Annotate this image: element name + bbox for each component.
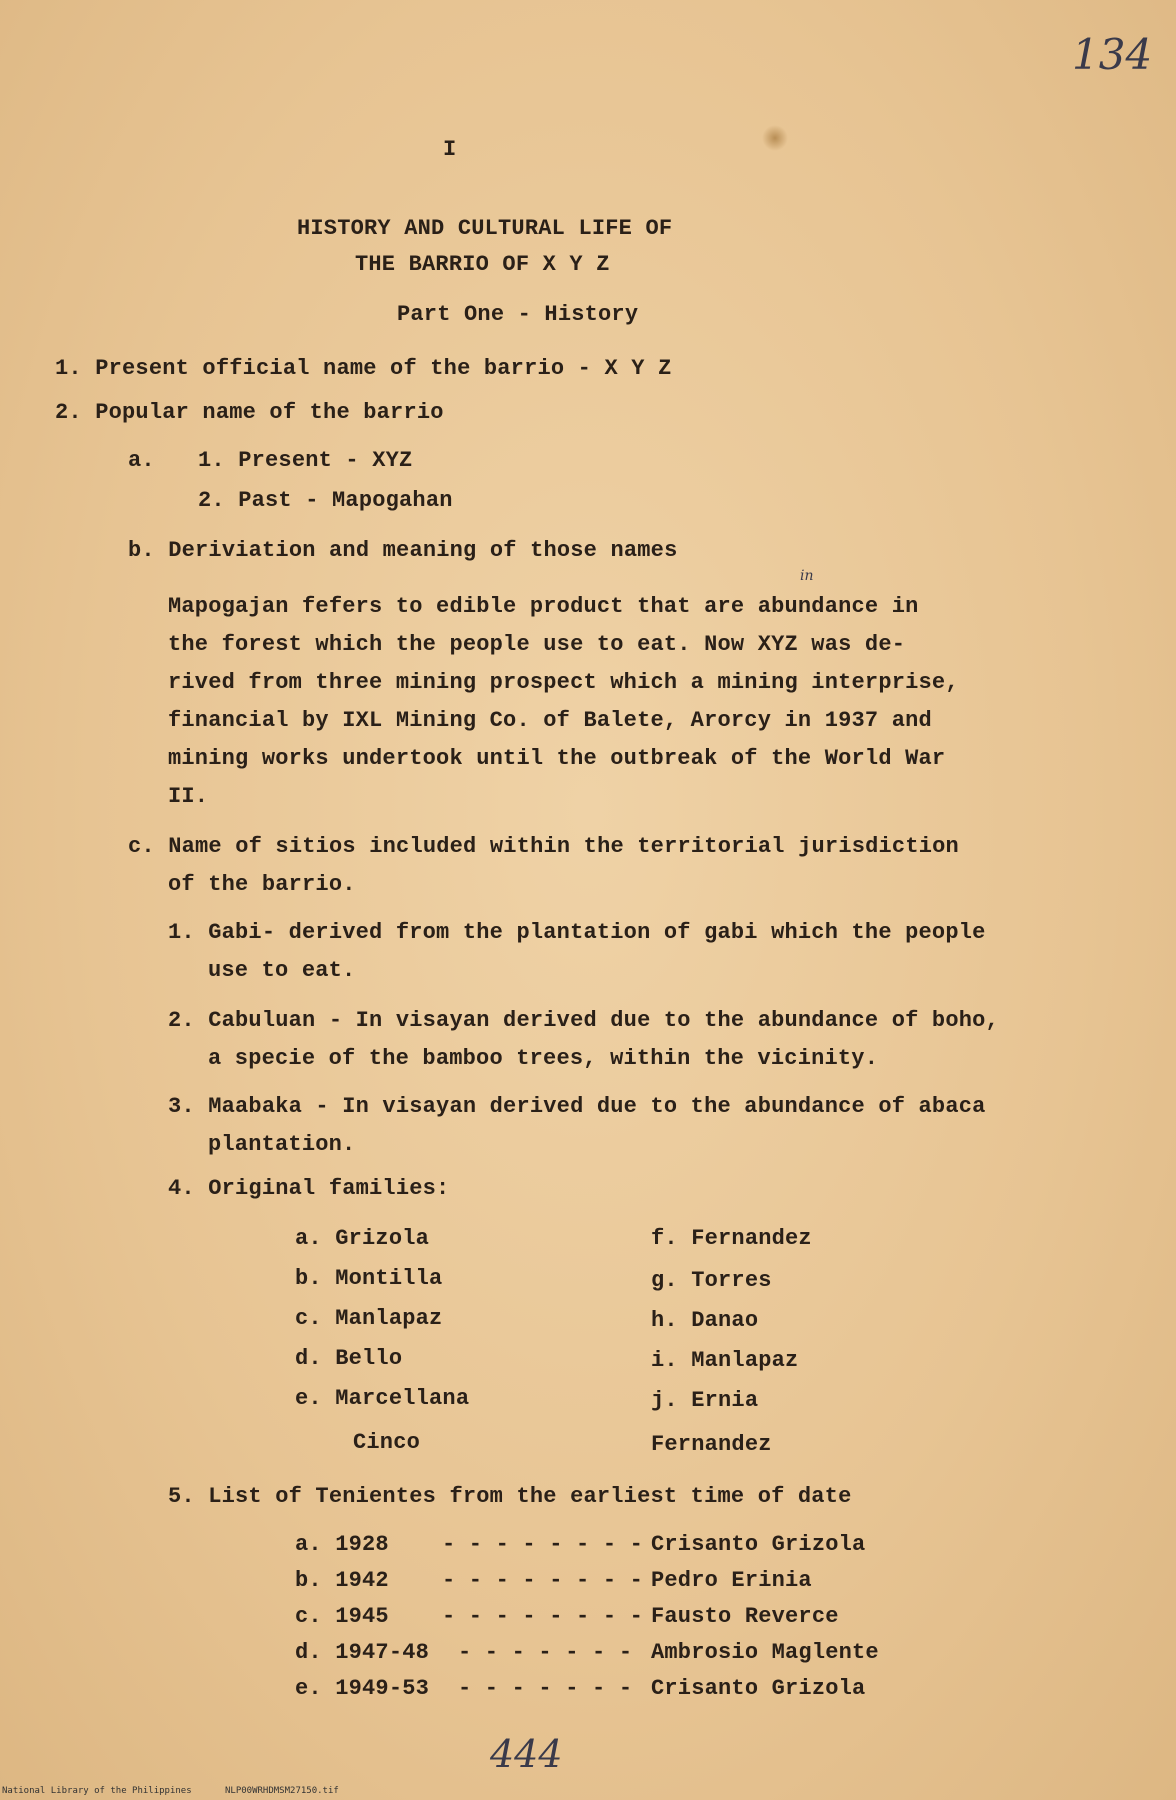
handwritten-bottom-number: 444 (490, 1732, 563, 1776)
item-2c-line-2: of the barrio. (168, 872, 356, 897)
teniente-dashes: - - - - - - - (458, 1640, 633, 1665)
item-2a-1: 1. Present - XYZ (198, 448, 413, 473)
sitio-line: 1. Gabi- derived from the plantation of gabi which the people (168, 920, 986, 945)
family-right: j. Ernia (651, 1388, 759, 1413)
paper-stain (762, 125, 788, 151)
title-line-1: HISTORY AND CULTURAL LIFE OF (297, 216, 673, 241)
para-line: mining works undertook until the outbreak of the World War (168, 746, 946, 771)
family-right: h. Danao (651, 1308, 759, 1333)
para-line: financial by IXL Mining Co. of Balete, Arorcy in 1937 and (168, 708, 932, 733)
family-left: b. Montilla (295, 1266, 443, 1291)
item-2a-label: a. (128, 448, 155, 473)
para-line: II. (168, 784, 209, 809)
sitio-line: a specie of the bamboo trees, within the vicinity. (208, 1046, 879, 1071)
family-left: a. Grizola (295, 1226, 430, 1251)
teniente-dashes: - - - - - - - (458, 1676, 633, 1701)
teniente-name: Fausto Reverce (651, 1604, 839, 1629)
roman-numeral: I (443, 137, 457, 162)
sitio-line: plantation. (208, 1132, 356, 1157)
footer-filename: NLP00WRHDMSM27150.tif (225, 1786, 339, 1796)
handwritten-page-number: 134 (1072, 30, 1153, 79)
footer-source: National Library of the Philippines (2, 1786, 192, 1796)
teniente-dashes: - - - - - - - - (442, 1568, 644, 1593)
tenientes-heading: 5. List of Tenientes from the earliest time of date (168, 1484, 852, 1509)
teniente-year: e. 1949-53 (295, 1676, 430, 1701)
teniente-dashes: - - - - - - - - (442, 1532, 644, 1557)
family-left: Cinco (353, 1430, 421, 1455)
para-line: the forest which the people use to eat. Now XYZ was de- (168, 632, 906, 657)
families-heading: 4. Original families: (168, 1176, 450, 1201)
item-2a-2: 2. Past - Mapogahan (198, 488, 453, 513)
teniente-year: c. 1945 (295, 1604, 389, 1629)
teniente-name: Crisanto Grizola (651, 1676, 866, 1701)
item-2: 2. Popular name of the barrio (55, 400, 444, 425)
para-line: rived from three mining prospect which a mining interprise, (168, 670, 959, 695)
item-2b: b. Deriviation and meaning of those names (128, 538, 678, 563)
family-right: f. Fernandez (651, 1226, 812, 1251)
item-1: 1. Present official name of the barrio - X Y Z (55, 356, 672, 381)
sitio-line: use to eat. (208, 958, 356, 983)
teniente-year: b. 1942 (295, 1568, 389, 1593)
teniente-year: d. 1947-48 (295, 1640, 430, 1665)
item-2c-line-1: c. Name of sitios included within the territorial jurisdiction (128, 834, 959, 859)
sitio-line: 3. Maabaka - In visayan derived due to the abundance of abaca (168, 1094, 986, 1119)
family-left: c. Manlapaz (295, 1306, 443, 1331)
teniente-name: Crisanto Grizola (651, 1532, 866, 1557)
part-heading: Part One - History (397, 302, 639, 327)
family-right: g. Torres (651, 1268, 772, 1293)
teniente-year: a. 1928 (295, 1532, 389, 1557)
family-left: e. Marcellana (295, 1386, 470, 1411)
title-line-2: THE BARRIO OF X Y Z (355, 252, 610, 277)
family-left: d. Bello (295, 1346, 403, 1371)
teniente-name: Ambrosio Maglente (651, 1640, 879, 1665)
insertion-mark: in (800, 568, 814, 584)
sitio-line: 2. Cabuluan - In visayan derived due to the abundance of boho, (168, 1008, 999, 1033)
teniente-name: Pedro Erinia (651, 1568, 812, 1593)
para-line: Mapogajan fefers to edible product that are abundance in (168, 594, 919, 619)
teniente-dashes: - - - - - - - - (442, 1604, 644, 1629)
family-right: Fernandez (651, 1432, 772, 1457)
family-right: i. Manlapaz (651, 1348, 799, 1373)
